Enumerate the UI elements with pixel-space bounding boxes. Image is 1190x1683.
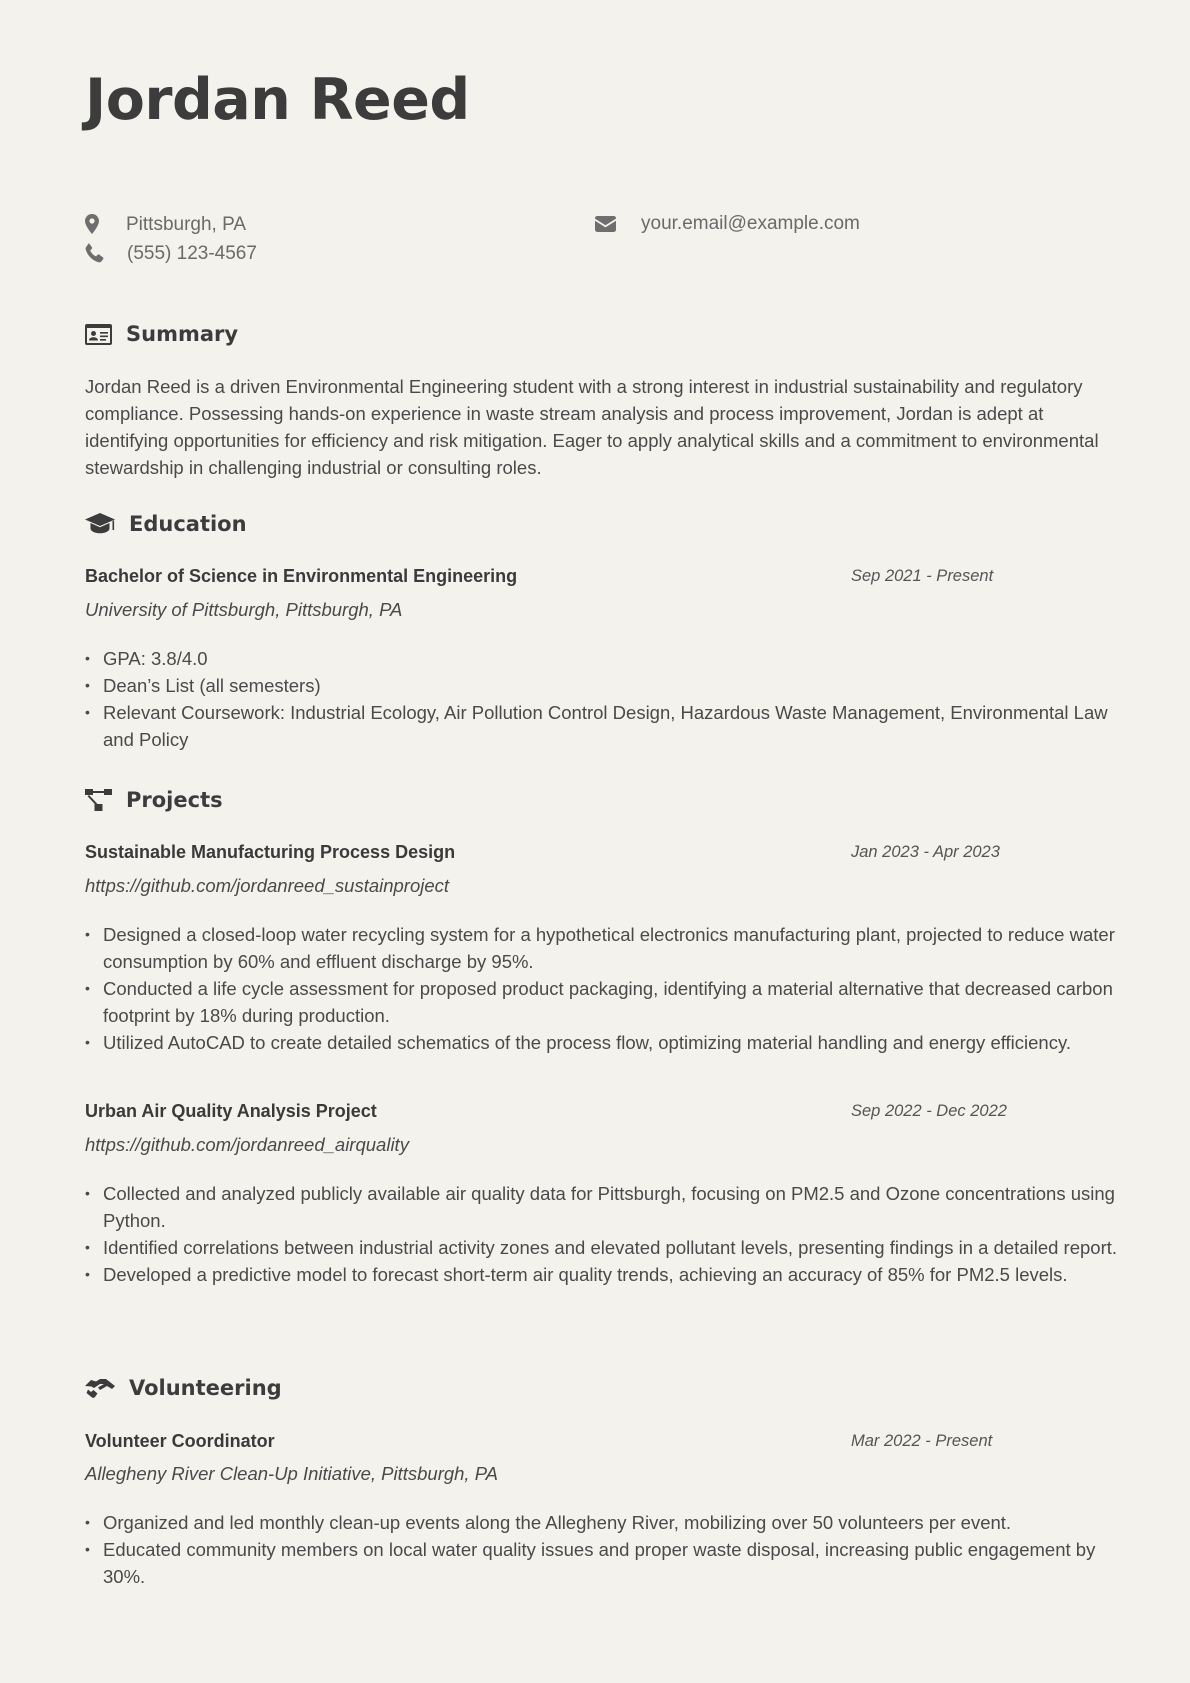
volunteering-heading-label: Volunteering [129,1376,282,1400]
phone-text: (555) 123-4567 [127,242,257,264]
summary-heading [85,322,238,346]
list-item: • Designed a closed-loop water recycling system for a hypothetical electronics manufacturing plant, projected to reduce water consumption by 60% and effluent discharge by 95%. [103,921,1123,975]
envelope-icon [595,216,616,232]
project-2-link: https://github.com/jordanreed_airquality [85,1134,409,1155]
list-item: • Developed a predictive model to forecast short-term air quality trends, achieving an accuracy of 85% for PM2.5 levels. [103,1261,1123,1288]
education-date: Sep 2021 - Present [851,567,994,585]
list-item: • Relevant Coursework: Industrial Ecology, Air Pollution Control Design, Hazardous Waste Management, Environmental Law and Policy [103,699,1123,753]
volunteer-title: Volunteer Coordinator [85,1431,275,1451]
education-heading [85,512,247,536]
volunteering-heading [85,1376,282,1400]
map-marker-icon [85,214,99,234]
contact-location [85,214,246,234]
list-item: • Dean’s List (all semesters) [103,672,1123,699]
project-1-date: Jan 2023 - Apr 2023 [851,843,1000,861]
location-text: Pittsburgh, PA [126,213,247,235]
projects-heading-label: Projects [126,788,223,812]
volunteer-date: Mar 2022 - Present [851,1432,993,1450]
candidate-name: Jordan Reed [85,67,470,133]
volunteer-organization: Allegheny River Clean-Up Initiative, Pittsburgh, PA [85,1463,499,1484]
project-diagram-icon [85,789,112,811]
volunteer-bullets [85,1509,1123,1590]
contact-email [595,214,860,233]
phone-icon [85,243,105,263]
project-1-title: Sustainable Manufacturing Process Design [85,842,456,862]
list-item: • GPA: 3.8/4.0 [103,645,1123,672]
summary-heading-label: Summary [126,322,239,346]
list-item: • Utilized AutoCAD to create detailed schematics of the process flow, optimizing material handling and energy efficiency. [103,1029,1123,1056]
list-item: • Organized and led monthly clean-up events along the Allegheny River, mobilizing over 50 volunteers per event. [103,1509,1123,1536]
education-institution: University of Pittsburgh, Pittsburgh, PA [85,599,403,620]
handshake-icon [85,1377,115,1399]
project-1-bullets [85,921,1123,1056]
education-bullets [85,645,1123,753]
graduation-cap-icon [85,513,115,535]
summary-text: Jordan Reed is a driven Environmental Engineering student with a strong interest in industrial sustainability and regulatory compliance. Possessing hands-on experience in waste stream analysis and process improvement, Jordan is adept at identifying opportunities for efficiency and risk mitigation. Eager to apply analytical skills and a commitment to environmental stewardship in challenging industrial or consulting roles. [85,376,1099,478]
id-card-icon [85,324,112,345]
list-item: • Identified correlations between industrial activity zones and elevated pollutant levels, presenting findings in a detailed report. [103,1234,1123,1261]
list-item: • Collected and analyzed publicly available air quality data for Pittsburgh, focusing on PM2.5 and Ozone concentrations using Python. [103,1180,1123,1234]
list-item: • Educated community members on local water quality issues and proper waste disposal, increasing public engagement by 30%. [103,1536,1123,1590]
project-1-link: https://github.com/jordanreed_sustainproject [85,875,450,896]
project-2-date: Sep 2022 - Dec 2022 [851,1102,1007,1120]
education-title: Bachelor of Science in Environmental Engineering [85,566,518,586]
project-2-bullets [85,1180,1123,1288]
email-text: your.email@example.com [641,213,860,234]
project-2-title: Urban Air Quality Analysis Project [85,1101,377,1121]
contact-phone [85,243,257,263]
list-item: • Conducted a life cycle assessment for proposed product packaging, identifying a material alternative that decreased carbon footprint by 18% during production. [103,975,1123,1029]
education-heading-label: Education [129,512,247,536]
projects-heading [85,788,223,812]
